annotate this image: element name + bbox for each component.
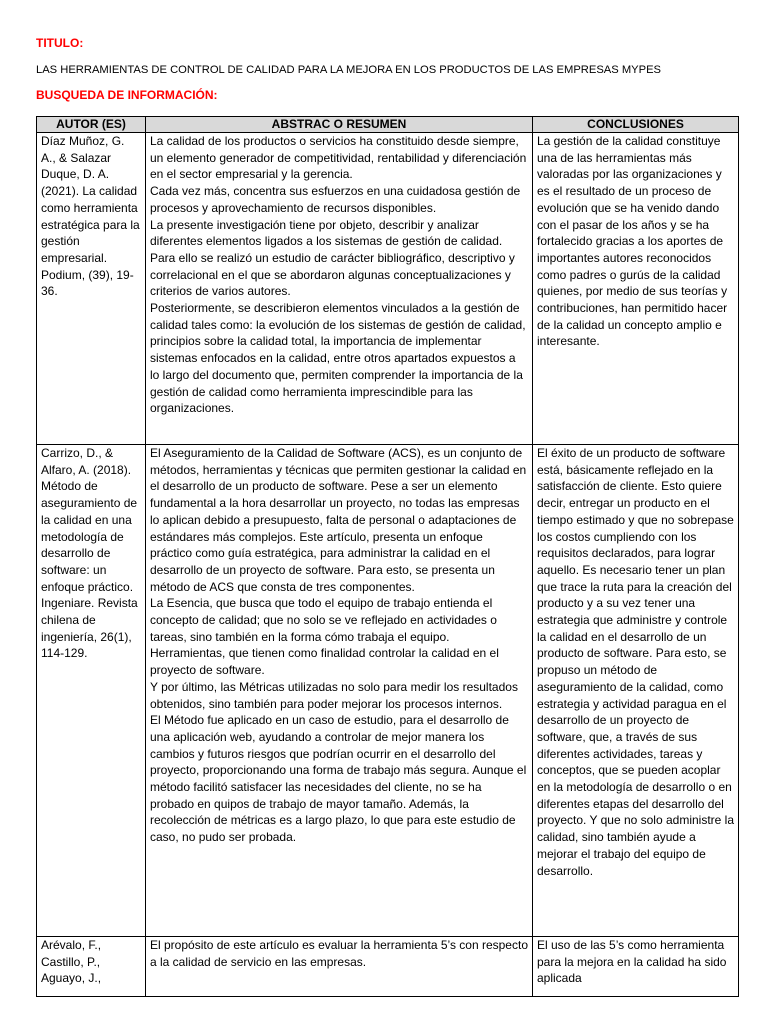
search-label: BUSQUEDA DE INFORMACIÓN: <box>36 88 218 102</box>
author-cell: Carrizo, D., & Alfaro, A. (2018). Método de aseguramiento de la calidad en una metodología de desarrollo de software: un enfoque práctico. Ingeniare. Revista chilena de ingeniería, 26(1), 114-129. <box>37 445 146 937</box>
table-row <box>37 133 739 445</box>
abstract-cell: El Aseguramiento de la Calidad de Software (ACS), es un conjunto de métodos, herramientas y técnicas que permiten gestionar la calidad en el desarrollo de un producto de software. Pese a ser un elemento fundamental a la hora desarrollar un proyecto, no todas las empresas lo aplican debido a presupuesto, falta de personal o adaptaciones de estándares más complejos. Este artículo, presenta un enfoque práctico como guía estratégica, para administrar la calidad en el desarrollo de un proyecto de software. Para esto, se presenta un método de ACS que consta de tres componentes. La Esencia, que busca que todo el equipo de trabajo entienda el concepto de calidad; que no solo se ve reflejado en actividades o tareas, sino también en la forma cómo trabaja el equipo. Herramientas, que tienen como finalidad controlar la calidad en el proyecto de software. Y por último, las Métricas utilizadas no solo para medir los resultados obtenidos, sino también para poder mejorar los procesos internos. El Método fue aplicado en un caso de estudio, para el desarrollo de una aplicación web, ayudando a controlar de mejor manera los cambios y futuros riesgos que podrían ocurrir en el desarrollo del proyecto, proporcionando una forma de trabajo más segura. Aunque el método facilitó satisfacer las necesidades del cliente, no se ha probado en quipos de trabajo de mayor tamaño. Además, la recolección de métricas es a largo plazo, lo que para este estudio de caso, no pudo ser probada. <box>146 445 533 937</box>
author-cell: Arévalo, F., Castillo, P., Aguayo, J., <box>37 937 146 997</box>
abstract-cell: El propósito de este artículo es evaluar la herramienta 5’s con respecto a la calidad de servicio en las empresas. <box>146 937 533 997</box>
research-table <box>36 116 739 997</box>
author-cell: Díaz Muñoz, G. A., & Salazar Duque, D. A. (2021). La calidad como herramienta estratégica para la gestión empresarial. Podium, (39), 19-36. <box>37 133 146 445</box>
header-conclusions: CONCLUSIONES <box>533 117 739 133</box>
abstract-cell: La calidad de los productos o servicios ha constituido desde siempre, un elemento generador de competitividad, rentabilidad y diferenciación en el sector empresarial y la gerencia. Cada vez más, concentra sus esfuerzos en una cuidadosa gestión de procesos y aprovechamiento de recursos disponibles. La presente investigación tiene por objeto, describir y analizar diferentes elementos ligados a los sistemas de gestión de calidad. Para ello se realizó un estudio de carácter bibliográfico, descriptivo y correlacional en el que se abordaron algunas conceptualizaciones y criterios de varios autores. Posteriormente, se describieron elementos vinculados a la gestión de calidad tales como: la evolución de los sistemas de gestión de calidad, principios sobre la calidad total, la importancia de implementar sistemas enfocados en la calidad, entre otros apartados expuestos a lo largo del documento que, permiten comprender la importancia de la gestión de calidad como herramienta imprescindible para las organizaciones. <box>146 133 533 445</box>
header-author: AUTOR (ES) <box>37 117 146 133</box>
header-abstract: ABSTRAC O RESUMEN <box>146 117 533 133</box>
document-title: LAS HERRAMIENTAS DE CONTROL DE CALIDAD PARA LA MEJORA EN LOS PRODUCTOS DE LAS EMPRESAS MYPES <box>36 64 661 76</box>
table-header-row <box>37 117 739 133</box>
conclusion-cell: La gestión de la calidad constituye una de las herramientas más valoradas por las organizaciones y es el resultado de un proceso de evolución que se ha venido dando con el pasar de los años y se ha fortalecido gracias a los aportes de importantes autores reconocidos como padres o gurús de la calidad quienes, por medio de sus teorías y contribuciones, han permitido hacer de la calidad un concepto amplio e interesante. <box>533 133 739 445</box>
table-row <box>37 445 739 937</box>
title-label: TITULO: <box>36 36 84 50</box>
conclusion-cell: El éxito de un producto de software está, básicamente reflejado en la satisfacción de cliente. Esto quiere decir, entregar un producto en el tiempo estimado y que no sobrepase los costos cumpliendo con los requisitos declarados, para lograr aquello. Es necesario tener un plan que trace la ruta para la creación del producto y a su vez tener una estrategia que administre y controle la calidad en el desarrollo de un producto de software. Para esto, se propuso un método de aseguramiento de la calidad, como estrategia y actividad paragua en el desarrollo de un proyecto de software, que, a través de sus diferentes actividades, tareas y conceptos, que se pueden acoplar en la metodología de desarrollo o en diferentes etapas del desarrollo del proyecto. Y que no solo administre la calidad, sino también ayude a mejorar el trabajo del equipo de desarrollo. <box>533 445 739 937</box>
table-row <box>37 937 739 997</box>
conclusion-cell: El uso de las 5’s como herramienta para la mejora en la calidad ha sido aplicada <box>533 937 739 997</box>
